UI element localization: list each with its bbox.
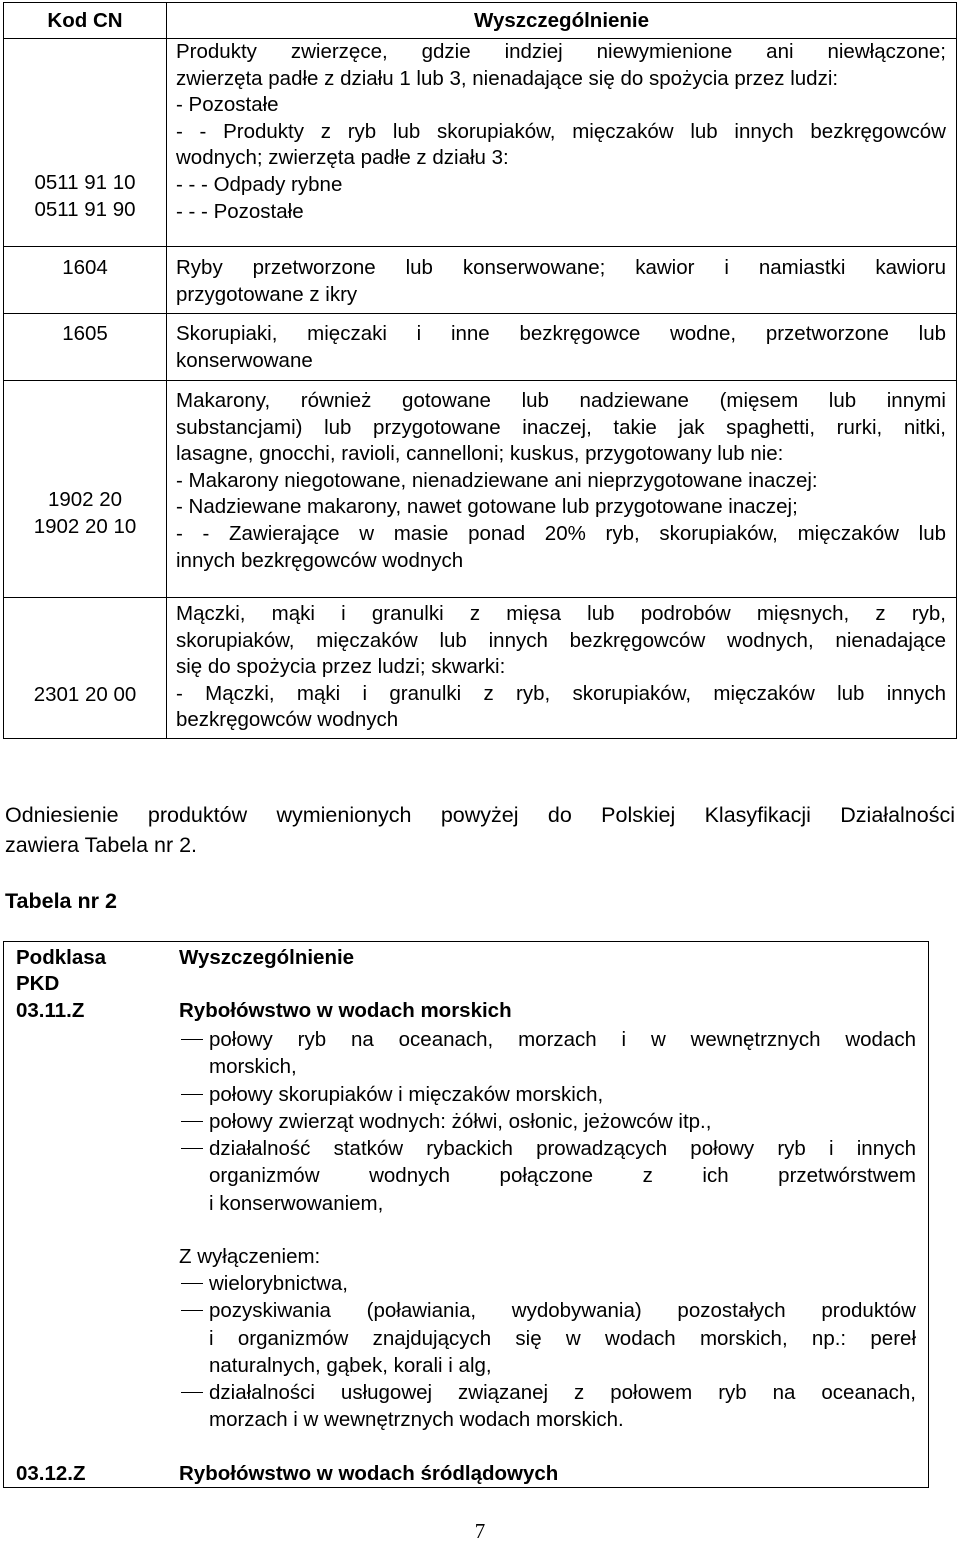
pkd-table <box>3 941 929 1488</box>
list-item: połowy skorupiaków i mięczaków morskich, <box>179 1081 916 1108</box>
cn-code: 2301 20 00 <box>33 683 137 706</box>
exclusion-label: Z wyłączeniem: <box>179 1245 321 1268</box>
cn-description: Ryby przetworzone lub konserwowane; kawior i namiastki kawioru przygotowane z ikry <box>176 256 946 306</box>
header-pkd: Podklasa PKD <box>16 946 107 995</box>
dash-bullet-icon <box>181 1310 203 1311</box>
excluded-activities-list <box>179 1270 916 1434</box>
dash-bullet-icon <box>181 1094 203 1095</box>
cn-code-table <box>3 2 957 739</box>
list-item: połowy ryb na oceanach, morzach i w wewnętrznych wodach morskich, <box>179 1026 916 1081</box>
cn-codes: 0511 91 10 0511 91 90 <box>34 171 136 221</box>
reference-paragraph: Odniesienie produktów wymienionych powyżej do Polskiej Klasyfikacji Działalności zawiera Tabela nr 2. <box>5 803 955 857</box>
cn-code: 1604 <box>62 256 108 279</box>
table-row <box>4 39 957 247</box>
header-description: Wyszczególnienie <box>473 9 650 32</box>
list-item: działalność statków rybackich prowadzących połowy ryb i innych organizmów wodnych połączone z ich przetwórstwem i konserwowaniem, <box>179 1135 916 1217</box>
cn-codes: 1902 20 1902 20 10 <box>33 488 137 538</box>
page-number: 7 <box>474 1519 486 1543</box>
cn-description: Makarony, również gotowane lub nadziewane (mięsem lub innymi substancjami) lub przygotowane inaczej, takie jak spaghetti, rurki, nitki, lasagne, gnocchi, ravioli, cannelloni; kuskus, przygotowany lub nie: - Makarony niegotowane, nienadziewane ani nieprzygotowane inaczej: - Nadziewane makarony, nawet gotowane lub przygotowane inaczej; - - Zawierające w masie ponad 20% ryb, skorupiaków, mięczaków lub innych bezkręgowców wodnych <box>176 389 946 572</box>
table-row <box>4 314 957 381</box>
cn-description: Skorupiaki, mięczaki i inne bezkręgowce wodne, przetworzone lub konserwowane <box>176 322 946 372</box>
section-title: Rybołówstwo w wodach morskich <box>179 999 512 1022</box>
dash-bullet-icon <box>181 1392 203 1393</box>
dash-bullet-icon <box>181 1039 203 1040</box>
dash-bullet-icon <box>181 1148 203 1149</box>
table-2-title: Tabela nr 2 <box>5 889 117 913</box>
list-item: wielorybnictwa, <box>179 1270 916 1297</box>
cn-description: Produkty zwierzęce, gdzie indziej niewymienione ani niewłączone; zwierzęta padłe z działu 1 lub 3, nienadające się do spożycia przez ludzi: - Pozostałe - - Produkty z ryb lub skorupiaków, mięczaków lub innych bezkręgowców wodnych; zwierzęta padłe z działu 3: - - - Odpady rybne - - - Pozostałe <box>176 40 946 223</box>
cn-description: Mączki, mąki i granulki z mięsa lub podrobów mięsnych, z ryb, skorupiaków, mięczaków lub innych bezkręgowców wodnych, nienadające się do spożycia przez ludzi; skwarki: - Mączki, mąki i granulki z ryb, skorupiaków, mięczaków lub innych bezkręgowców wodnych <box>176 602 946 732</box>
header-code: Kod CN <box>47 9 123 32</box>
section-title: Rybołówstwo w wodach śródlądowych <box>179 1462 559 1485</box>
pkd-code: 03.11.Z <box>16 999 85 1022</box>
table-header-row <box>4 3 957 39</box>
list-item: działalności usługowej związanej z połowem ryb na oceanach, morzach i w wewnętrznych wodach morskich. <box>179 1379 916 1434</box>
list-item: połowy zwierząt wodnych: żółwi, osłonic, jeżowców itp., <box>179 1108 916 1135</box>
included-activities-list <box>179 1026 916 1217</box>
dash-bullet-icon <box>181 1283 203 1284</box>
table-row <box>4 381 957 598</box>
cn-code: 1605 <box>62 322 108 345</box>
list-item: pozyskiwania (poławiania, wydobywania) pozostałych produktów i organizmów znajdujących się w wodach morskich, np.: pereł naturalnych, gąbek, korali i alg, <box>179 1297 916 1379</box>
table-row <box>4 598 957 739</box>
dash-bullet-icon <box>181 1121 203 1122</box>
table-row <box>4 247 957 314</box>
pkd-code: 03.12.Z <box>16 1462 86 1485</box>
header-description: Wyszczególnienie <box>179 946 355 969</box>
